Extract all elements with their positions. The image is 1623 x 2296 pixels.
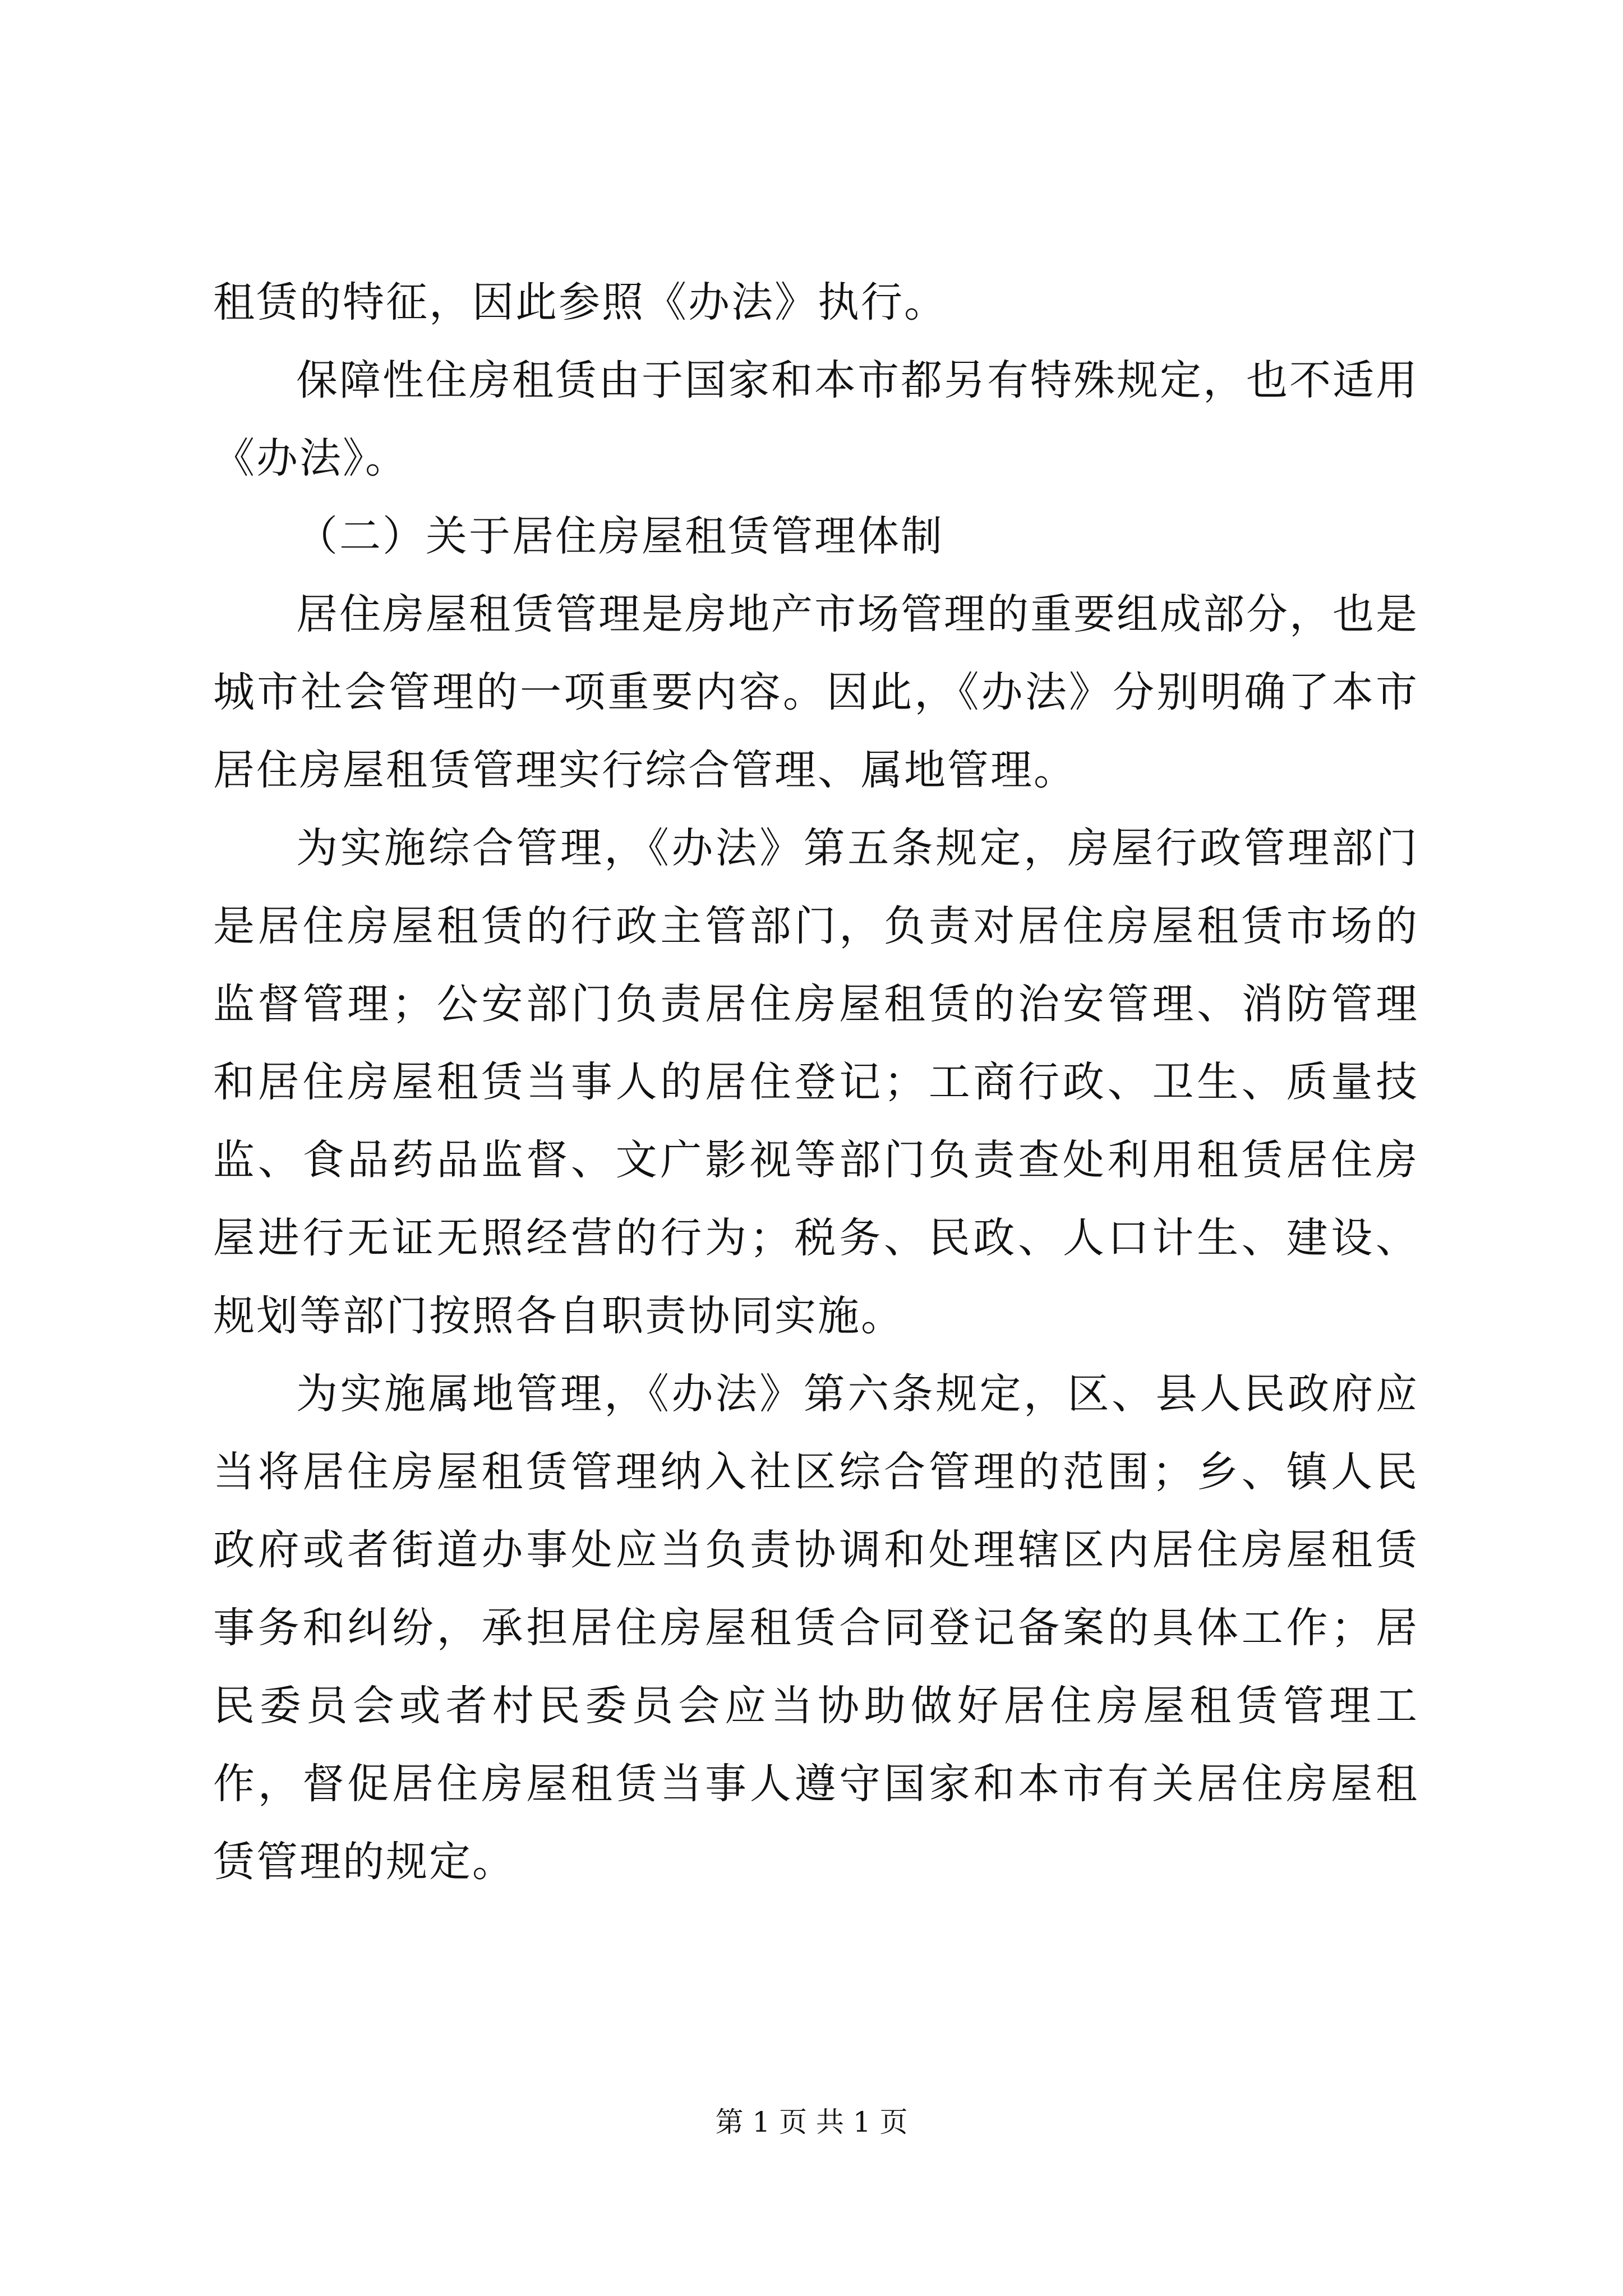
paragraph-affordable-housing: 保障性住房租赁由于国家和本市都另有特殊规定，也不适用《办法》。: [213, 356, 1419, 482]
paragraph-continuation: 租赁的特征，因此参照《办法》执行。: [213, 278, 947, 326]
page-number-footer: 第 1 页 共 1 页: [715, 2106, 908, 2138]
paragraph-territorial-management: 为实施属地管理，《办法》第六条规定，区、县人民政府应当将居住房屋租赁管理纳入社区综合管理的范围；乡、镇人民政府或者街道办事处应当负责协调和处理辖区内居住房屋租赁事务和纠纷，承担居住房屋租赁合同登记备案的具体工作；居民委员会或者村民委员会应当协助做好居住房屋租赁管理工作，督促居住房屋租赁当事人遵守国家和本市有关居住房屋租赁管理的规定。: [213, 1370, 1419, 1886]
paragraph-management-system: 居住房屋租赁管理是房地产市场管理的重要组成部分，也是城市社会管理的一项重要内容。因此，《办法》分别明确了本市居住房屋租赁管理实行综合管理、属地管理。: [213, 590, 1419, 794]
paragraph-comprehensive-management: 为实施综合管理，《办法》第五条规定，房屋行政管理部门是居住房屋租赁的行政主管部门，负责对居住房屋租赁市场的监督管理；公安部门负责居住房屋租赁的治安管理、消防管理和居住房屋租赁当事人的居住登记；工商行政、卫生、质量技监、食品药品监督、文广影视等部门负责查处利用租赁居住房屋进行无证无照经营的行为；税务、民政、人口计生、建设、规划等部门按照各自职责协同实施。: [213, 824, 1419, 1340]
document-body: [213, 264, 1419, 1901]
section-heading: （二）关于居住房屋租赁管理体制: [296, 512, 944, 560]
